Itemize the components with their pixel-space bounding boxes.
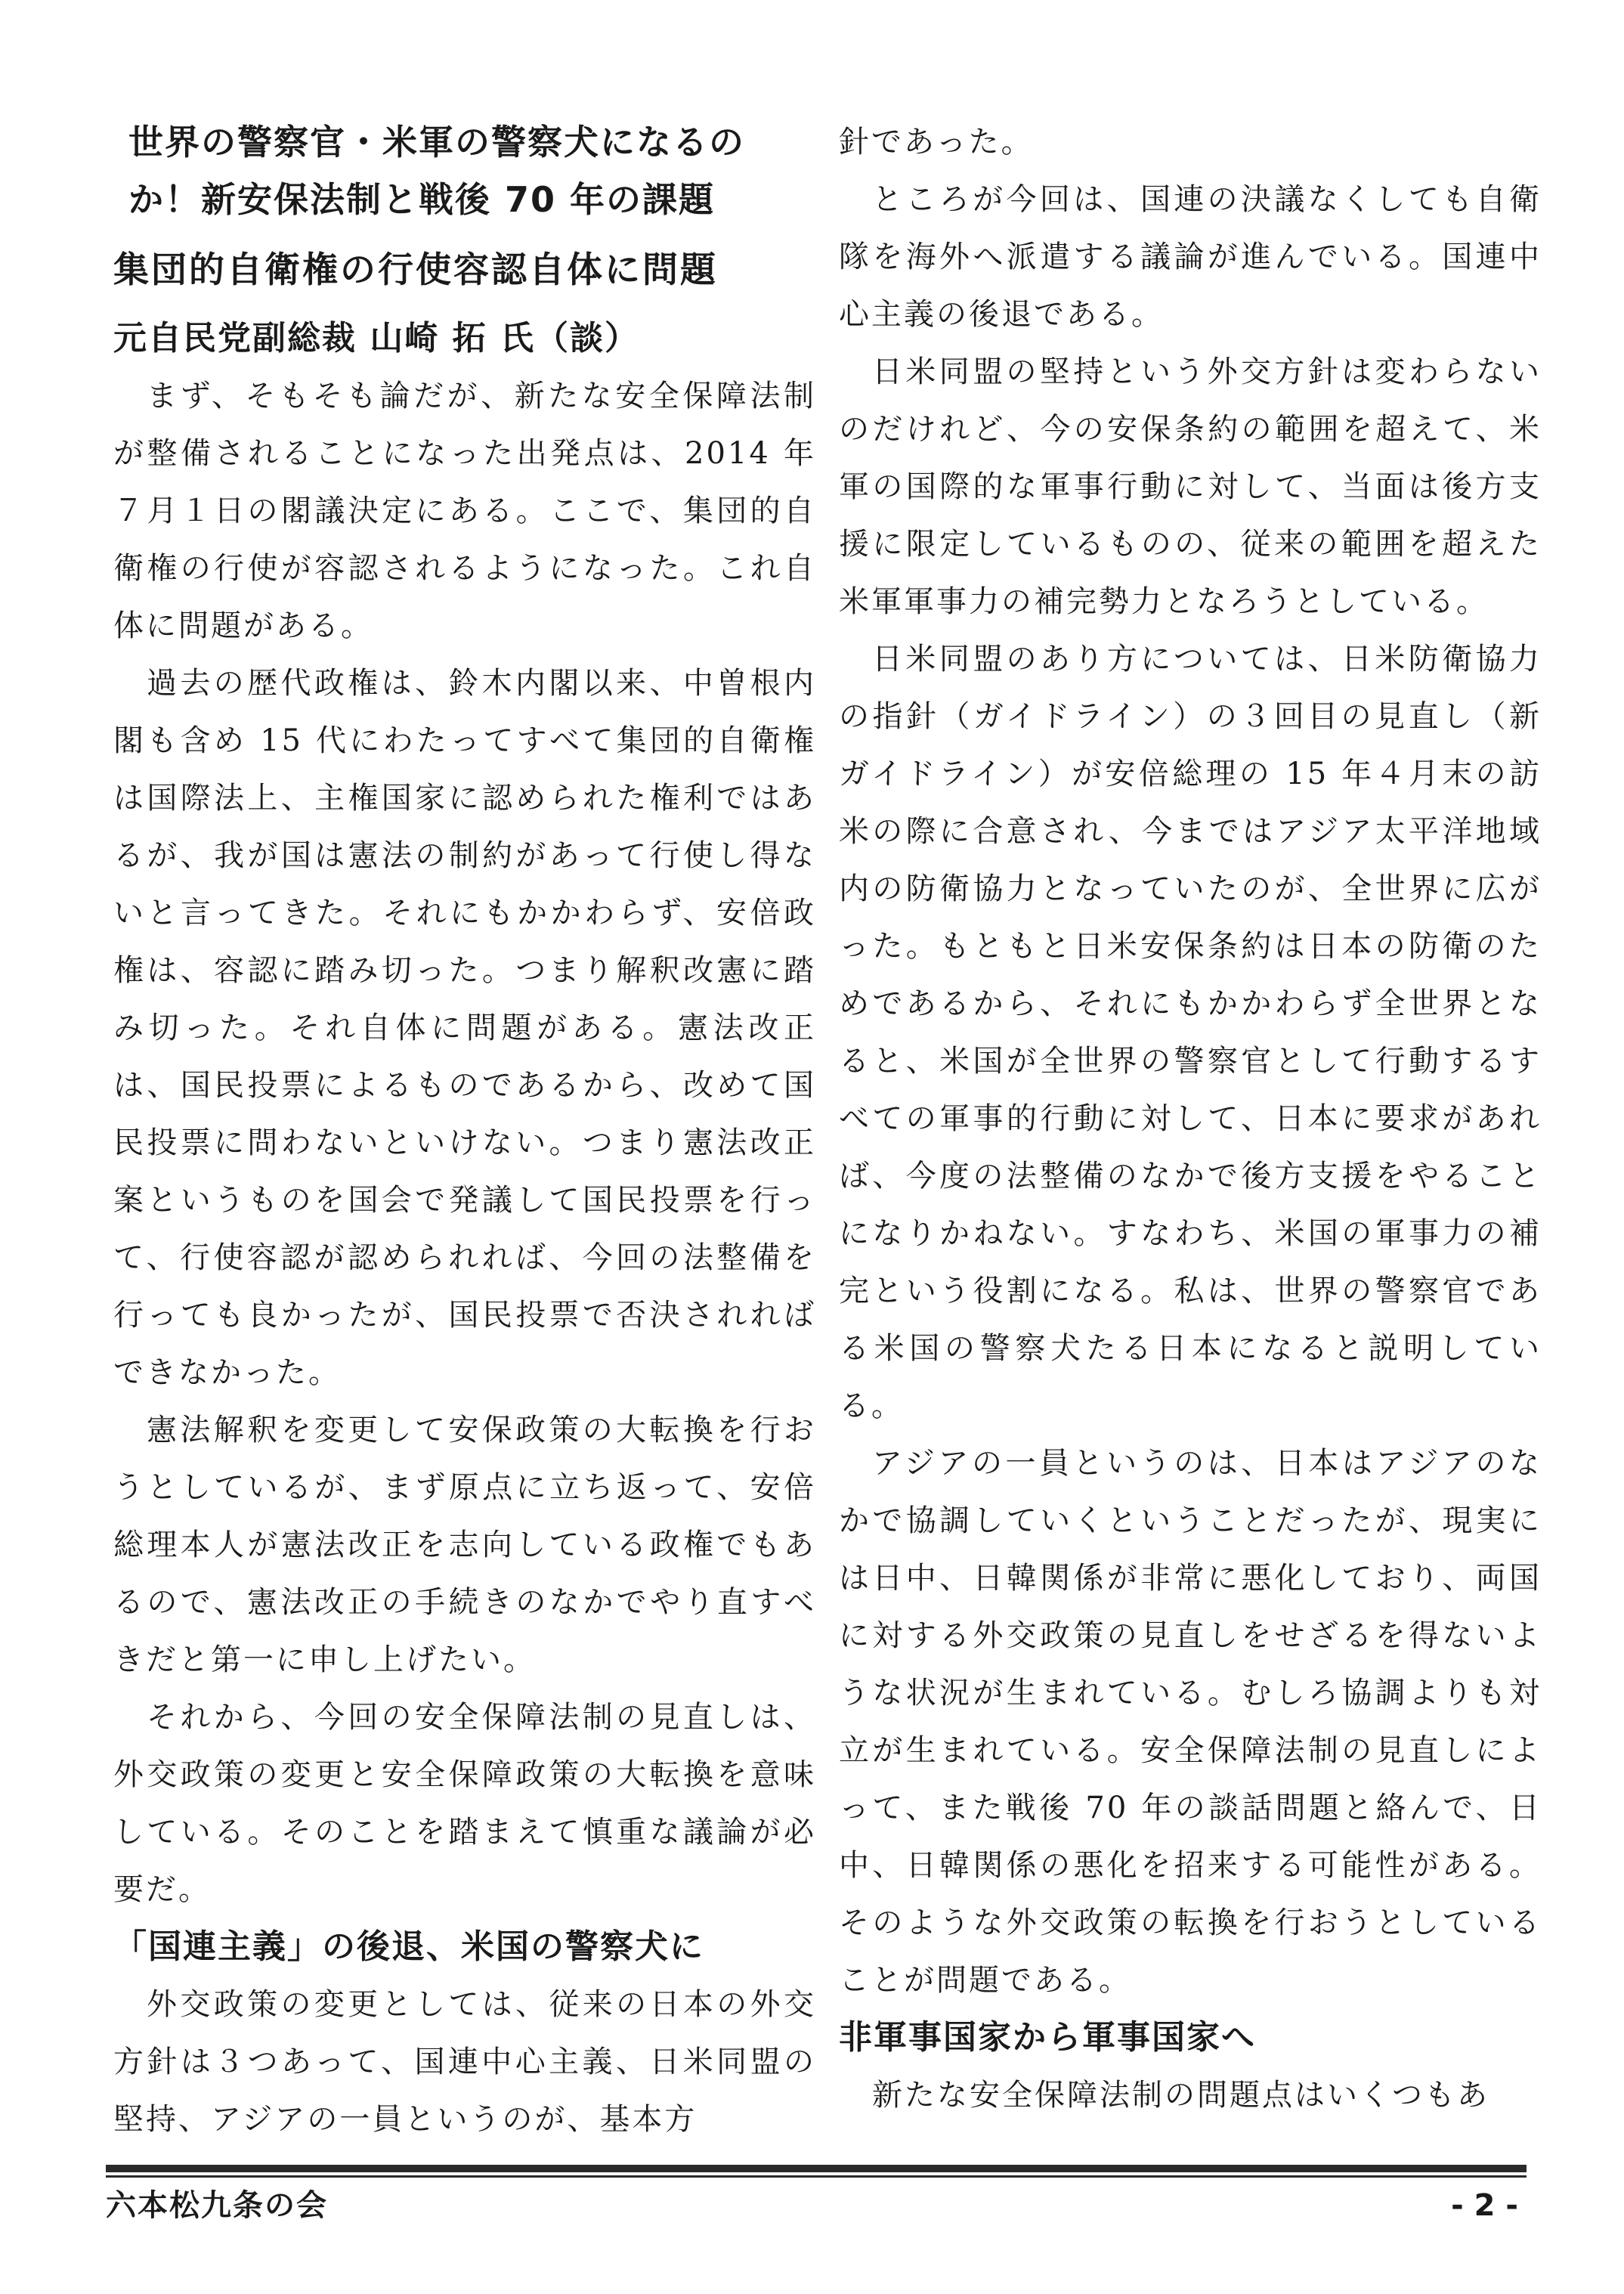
page-number: - 2 - bbox=[1451, 2188, 1518, 2223]
paragraph: 過去の歴代政権は、鈴木内閣以来、中曽根内閣も含め 15 代にわたってすべて集団的自衛権は国際法上、主権国家に認められた権利ではあるが、我が国は憲法の制約があって行使し得ないと言ってきた。それにもかかわらず、安倍政権は、容認に踏み切った。つまり解釈改憲に踏み切った。それ自体に問題がある。憲法改正は、国民投票によるものであるから、改めて国民投票に問わないといけない。つまり憲法改正案というものを国会で発議して国民投票を行って、行使容認が認められれば、今回の法整備を行っても良かったが、国民投票で否決されればできなかった。 bbox=[113, 666, 816, 1390]
article-byline: 元自民党副総裁 山崎 拓 氏（談） bbox=[113, 319, 639, 358]
footer-rule-thick bbox=[106, 2165, 1527, 2172]
paragraph: それから、今回の安全保障法制の見直しは、外交政策の変更と安全保障政策の大転換を意味している。そのことを踏まえて慎重な議論が必要だ。 bbox=[113, 1700, 816, 1907]
paragraph: ところが今回は、国連の決議なくしても自衛隊を海外へ派遣する議論が進んでいる。国連中心主義の後退である。 bbox=[839, 182, 1542, 332]
footer-rule-thin bbox=[106, 2175, 1527, 2178]
paragraph: アジアの一員というのは、日本はアジアのなかで協調していくということだったが、現実には日中、日韓関係が非常に悪化しており、両国に対する外交政策の見直しをせざるを得ないような状況が生まれている。むしろ協調よりも対立が生まれている。安全保障法制の見直しによって、また戦後 70 年の談話問題と絡んで、日中、日韓関係の悪化を招来する可能性がある。そのような外交政策の転換を行おうとしていることが問題である。 bbox=[839, 1446, 1542, 1998]
paragraph: まず、そもそも論だが、新たな安全保障法制が整備されることになった出発点は、2014 年７月１日の閣議決定にある。ここで、集団的自衛権の行使が容認されるようになった。これ自体に問題がある。 bbox=[113, 379, 816, 643]
article-subtitle: 集団的自衛権の行使容認自体に問題 bbox=[113, 249, 718, 291]
footer-organization: 六本松九条の会 bbox=[106, 2188, 328, 2223]
section-heading: 非軍事国家から軍事国家へ bbox=[839, 2018, 1256, 2057]
paragraph: 日米同盟の堅持という外交方針は変わらないのだけれど、今の安保条約の範囲を超えて、米軍の国際的な軍事行動に対して、当面は後方支援に限定しているものの、従来の範囲を超えた米軍軍事力の補完勢力となろうとしている。 bbox=[839, 354, 1542, 619]
right-column bbox=[839, 113, 1542, 2124]
paragraph: 憲法解釈を変更して安保政策の大転換を行おうとしているが、まず原点に立ち返って、安倍総理本人が憲法改正を志向している政権でもあるので、憲法改正の手続きのなかでやり直すべきだと第一に申し上げたい。 bbox=[113, 1413, 816, 1677]
section-heading: 「国連主義」の後退、米国の警察犬に bbox=[113, 1927, 704, 1966]
left-column bbox=[113, 113, 816, 2148]
paragraph: 新たな安全保障法制の問題点はいくつもあ bbox=[872, 2078, 1489, 2113]
paragraph-continuation: 針であった。 bbox=[839, 125, 1034, 159]
article-title: 世界の警察官・米軍の警察犬になるのか！新安保法制と戦後 70 年の課題 bbox=[128, 122, 745, 220]
paragraph: 外交政策の変更としては、従来の日本の外交方針は３つあって、国連中心主義、日米同盟の堅持、アジアの一員というのが、基本方 bbox=[113, 1987, 816, 2137]
paragraph: 日米同盟のあり方については、日米防衛協力の指針（ガイドライン）の３回目の見直し（新ガイドライン）が安倍総理の 15 年４月末の訪米の際に合意され、今まではアジア太平洋地域内の防衛協力となっていたのが、全世界に広がった。もともと日米安保条約は日本の防衛のためであるから、それにもかかわらず全世界となると、米国が全世界の警察官として行動するすべての軍事的行動に対して、日本に要求があれば、今度の法整備のなかで後方支援をやることになりかねない。すなわち、米国の軍事力の補完という役割になる。私は、世界の警察官である米国の警察犬たる日本になると説明している。 bbox=[839, 642, 1542, 1423]
